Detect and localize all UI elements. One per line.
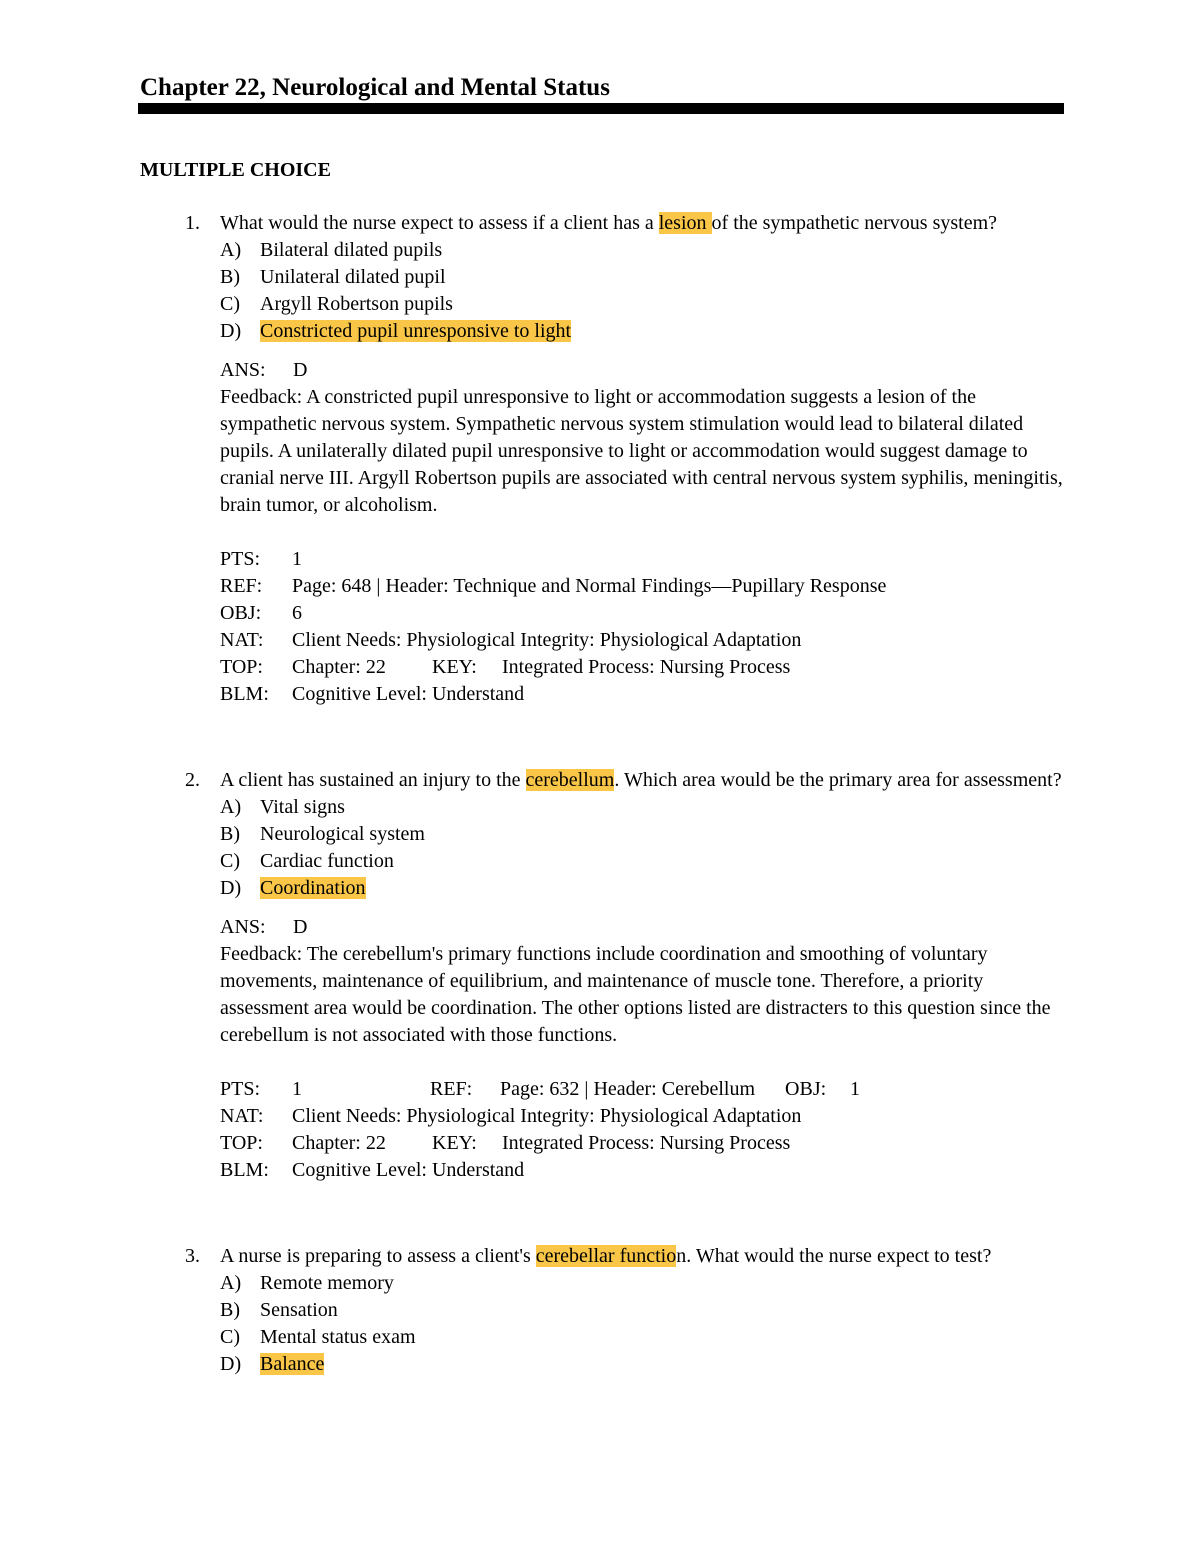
stem-highlight: cerebellar functio [535,1245,677,1267]
blm-value: Cognitive Level: Understand [292,1159,525,1181]
obj-label: OBJ: [220,602,262,624]
nat-label: NAT: [220,629,264,651]
answer-value: D [293,916,308,938]
option-text: Vital signs [260,796,345,818]
question-number: 2. [185,769,200,791]
option-text: Mental status exam [260,1326,416,1348]
feedback-text: Feedback: A constricted pupil unresponsive to light or accommodation suggests a lesion of the sympathetic nervous system. Sympathetic nervous system stimulation would lead to bilateral dilated pupils. A unilaterally dilated pupil unresponsive to light or accommodation would suggest damage to cranial nerve III. Argyll Robertson pupils are associated with central nervous system syphilis, meningitis, brain tumor, or alcoholism. [220,386,1063,516]
question-metadata [220,1076,1070,1184]
pts-value: 1 [292,548,302,570]
option-d [220,875,1070,902]
option-text-highlighted: Balance [260,1353,325,1375]
stem-text: What would the nurse expect to assess if a client has a [220,212,659,234]
option-text-highlighted: Constricted pupil unresponsive to light [260,320,572,342]
key-value: Integrated Process: Nursing Process [502,1132,791,1154]
option-a [220,794,1070,821]
top-value: Chapter: 22 [292,1132,386,1154]
option-letter: B) [220,1299,240,1321]
stem-text: . Which area would be the primary area for assessment? [614,769,1062,791]
top-value: Chapter: 22 [292,656,386,678]
feedback-text: Feedback: The cerebellum's primary functions include coordination and smoothing of voluntary movements, maintenance of equilibrium, and maintenance of muscle tone. Therefore, a priority assessment area would be coordination. The other options listed are distracters to this question since the cerebellum is not associated with those functions. [220,943,1051,1046]
question-number: 1. [185,212,200,234]
title-rule [138,103,1064,114]
option-text: Neurological system [260,823,425,845]
key-label: KEY: [432,656,477,678]
question-stem [220,1243,1070,1270]
stem-text: A client has sustained an injury to the [220,769,526,791]
option-c [220,291,1070,318]
nat-value: Client Needs: Physiological Integrity: Physiological Adaptation [292,1105,802,1127]
option-letter: B) [220,823,240,845]
option-letter: D) [220,320,242,342]
option-letter: D) [220,877,242,899]
option-a [220,237,1070,264]
option-text: Cardiac function [260,850,394,872]
stem-highlight: cerebellum [525,769,615,791]
key-label: KEY: [432,1132,477,1154]
blm-value: Cognitive Level: Understand [292,683,525,705]
answer-value: D [293,359,308,381]
option-c [220,1324,1070,1351]
option-b [220,821,1070,848]
answer-line [220,357,1070,384]
question-stem [220,767,1070,794]
stem-text: A nurse is preparing to assess a client's [220,1245,536,1267]
option-text: Unilateral dilated pupil [260,266,446,288]
stem-text: of the sympathetic nervous system? [711,212,998,234]
ref-value: Page: 648 | Header: Technique and Normal Findings—Pupillary Response [292,575,887,597]
chapter-title: Chapter 22, Neurological and Mental Status [140,74,610,101]
question-metadata [220,546,1070,708]
option-letter: A) [220,239,242,261]
stem-text: n. What would the nurse expect to test? [676,1245,992,1267]
ref-label: REF: [220,575,263,597]
option-letter: C) [220,850,240,872]
option-b [220,264,1070,291]
top-label: TOP: [220,656,263,678]
answer-options [220,1270,1070,1378]
option-text: Argyll Robertson pupils [260,293,453,315]
option-b [220,1297,1070,1324]
ref-value: Page: 632 | Header: Cerebellum [500,1078,756,1100]
ref-label: REF: [430,1078,473,1100]
option-letter: C) [220,1326,240,1348]
blm-label: BLM: [220,1159,269,1181]
obj-value: 1 [850,1078,861,1100]
answer-line [220,914,1070,941]
top-label: TOP: [220,1132,263,1154]
section-heading: MULTIPLE CHOICE [140,159,331,181]
option-letter: D) [220,1353,242,1375]
option-d [220,318,1070,345]
option-text: Bilateral dilated pupils [260,239,443,261]
option-text: Sensation [260,1299,338,1321]
question-number: 3. [185,1245,200,1267]
option-a [220,1270,1070,1297]
answer-options [220,237,1070,345]
obj-value: 6 [292,602,302,624]
pts-label: PTS: [220,1078,261,1100]
question-stem [220,210,1070,237]
pts-value: 1 [292,1078,302,1100]
key-value: Integrated Process: Nursing Process [502,656,791,678]
option-text: Remote memory [260,1272,394,1294]
option-letter: A) [220,796,242,818]
option-letter: B) [220,266,240,288]
nat-label: NAT: [220,1105,264,1127]
answer-label: ANS: [220,359,266,381]
option-text-highlighted: Coordination [260,877,366,899]
blm-label: BLM: [220,683,269,705]
obj-label: OBJ: [785,1078,827,1100]
option-c [220,848,1070,875]
pts-label: PTS: [220,548,261,570]
stem-highlight: lesion [658,212,712,234]
option-d [220,1351,1070,1378]
nat-value: Client Needs: Physiological Integrity: Physiological Adaptation [292,629,802,651]
option-letter: C) [220,293,240,315]
answer-options [220,794,1070,902]
option-letter: A) [220,1272,242,1294]
answer-label: ANS: [220,916,266,938]
